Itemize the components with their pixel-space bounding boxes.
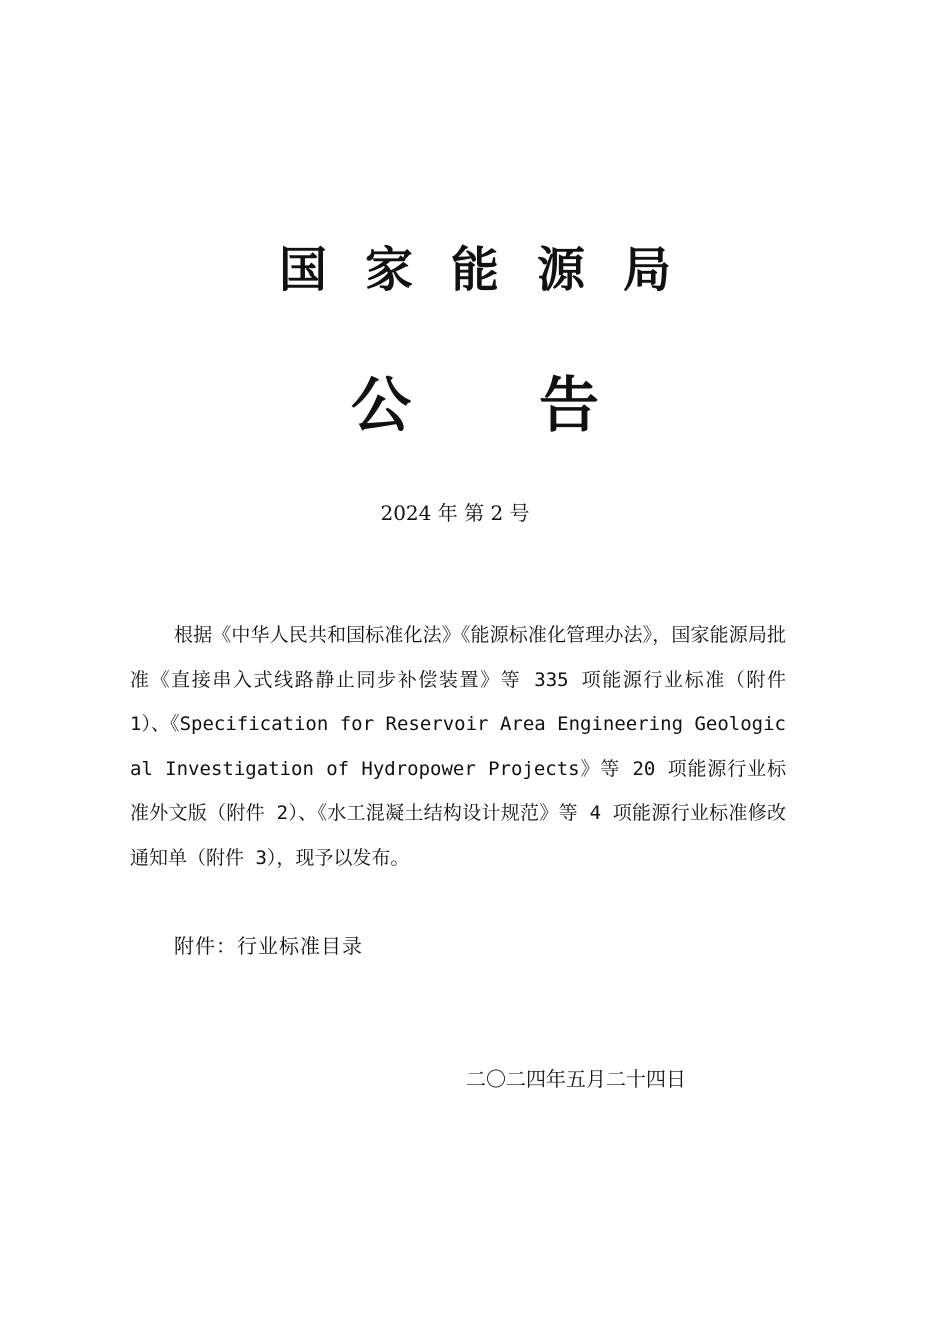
notice-title: 公告 <box>351 371 727 441</box>
issuing-agency: 国家能源局 <box>278 242 709 298</box>
body-paragraph: 根据《中华人民共和国标准化法》《能源标准化管理办法》，国家能源局批准《直接串入式线路静止同步补偿装置》等 335 项能源行业标准（附件 1）、《Specification for Reservoir Area Engineering Geological Investigation of Hydropower Projects》等 20 项能源行业标准外文版（附件 2）、《水工混凝土结构设计规范》等 4 项能源行业标准修改通知单（附件 3），现予以发布。 <box>130 624 786 869</box>
attachment-line: 附件：行业标准目录 <box>174 934 363 958</box>
issue-date: 二〇二四年五月二十四日 <box>466 1067 686 1091</box>
document-number: 2024 年 第 2 号 <box>380 501 530 525</box>
